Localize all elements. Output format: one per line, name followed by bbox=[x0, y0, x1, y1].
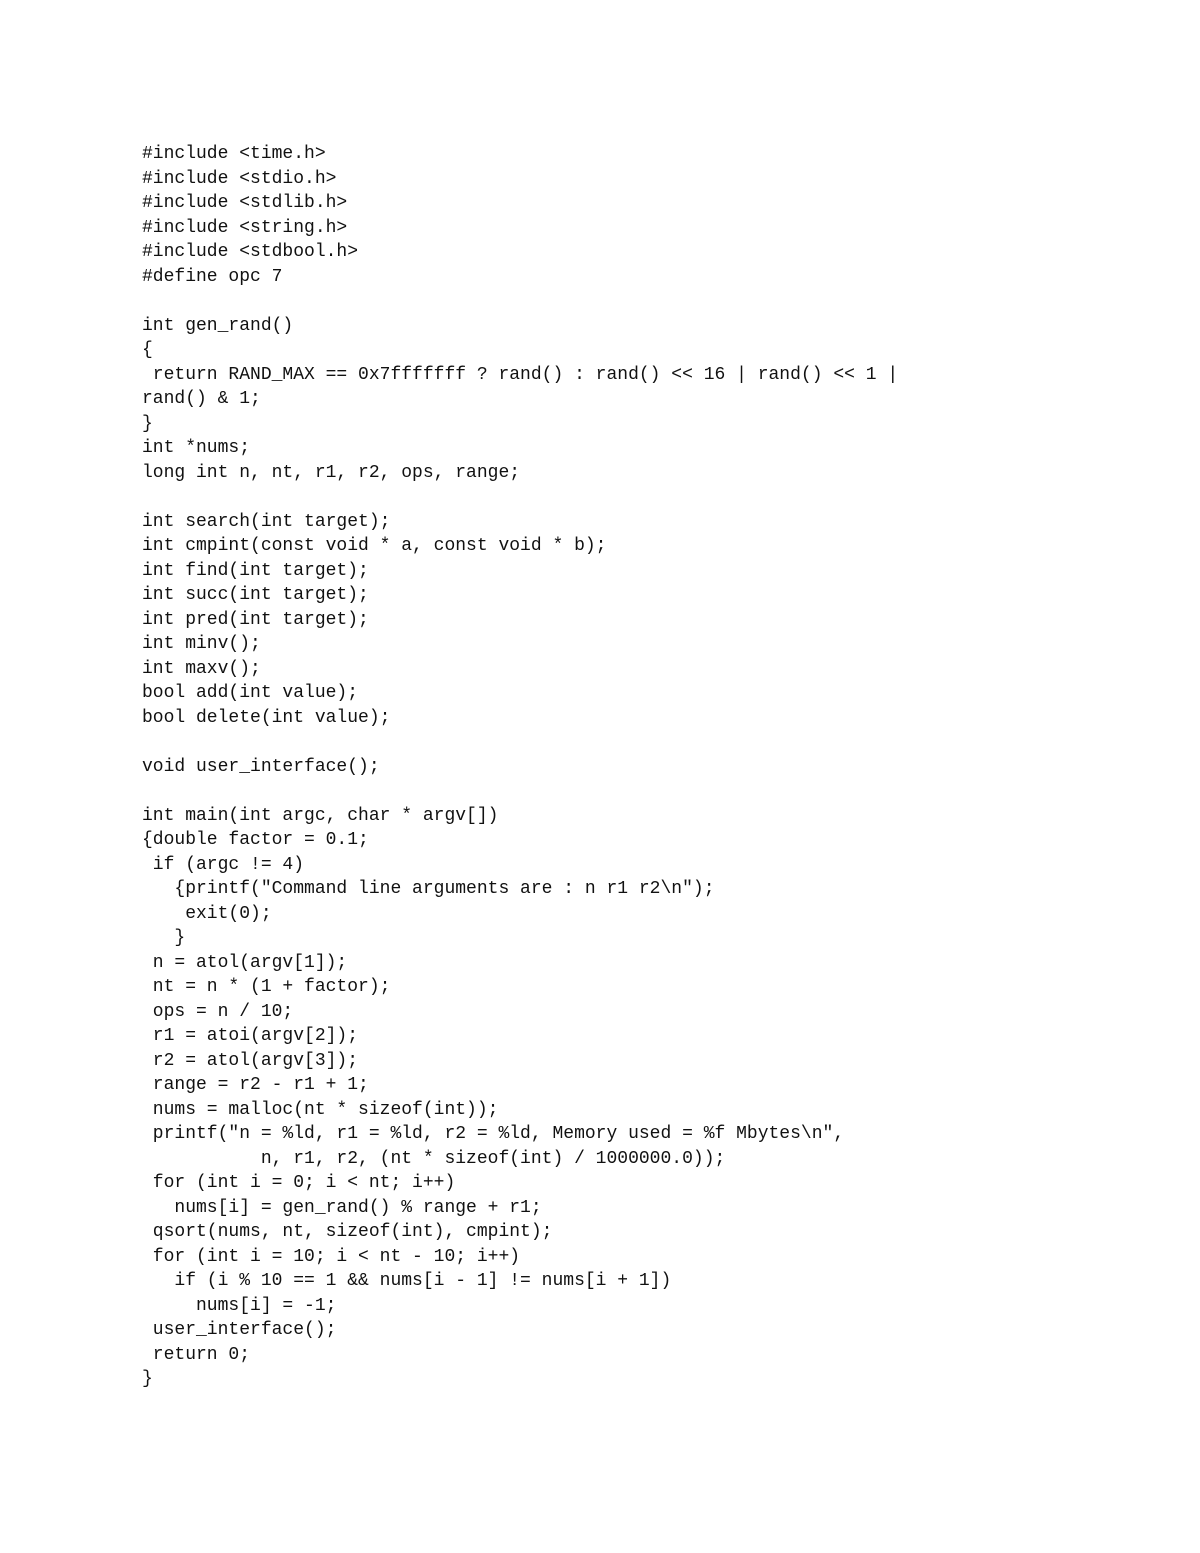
code-line: int cmpint(const void * a, const void * b); bbox=[142, 536, 607, 556]
code-line: n, r1, r2, (nt * sizeof(int) / 1000000.0)); bbox=[142, 1148, 726, 1169]
code-line: int find(int target); bbox=[142, 560, 369, 581]
source-code-block bbox=[142, 142, 898, 1392]
code-line: {printf("Command line arguments are : n r1 r2\n"); bbox=[142, 879, 715, 899]
code-line: r2 = atol(argv[3]); bbox=[142, 1050, 359, 1071]
code-line: if (argc != 4) bbox=[142, 854, 305, 875]
code-line: int minv(); bbox=[142, 634, 261, 654]
code-line: #include <string.h> bbox=[142, 217, 348, 238]
code-line: bool delete(int value); bbox=[142, 707, 391, 728]
code-line: if (i % 10 == 1 && nums[i - 1] != nums[i + 1]) bbox=[142, 1271, 672, 1291]
code-line bbox=[142, 289, 898, 314]
code-line: int search(int target); bbox=[142, 511, 391, 532]
code-line: return 0; bbox=[142, 1344, 251, 1365]
code-line: ops = n / 10; bbox=[142, 1001, 294, 1022]
code-line: for (int i = 10; i < nt - 10; i++) bbox=[142, 1246, 521, 1267]
code-line: int gen_rand() bbox=[142, 315, 294, 336]
code-line bbox=[142, 779, 898, 804]
code-line: for (int i = 0; i < nt; i++) bbox=[142, 1173, 456, 1193]
code-line: } bbox=[142, 1369, 153, 1389]
code-line: nt = n * (1 + factor); bbox=[142, 977, 391, 997]
code-line: nums = malloc(nt * sizeof(int)); bbox=[142, 1099, 499, 1120]
code-line: } bbox=[142, 928, 186, 948]
code-line: nums[i] = gen_rand() % range + r1; bbox=[142, 1197, 542, 1218]
code-line: bool add(int value); bbox=[142, 683, 359, 703]
code-line: qsort(nums, nt, sizeof(int), cmpint); bbox=[142, 1222, 553, 1242]
code-line: int *nums; bbox=[142, 438, 251, 458]
code-line: void user_interface(); bbox=[142, 756, 380, 777]
code-line: int succ(int target); bbox=[142, 585, 369, 605]
code-line: long int n, nt, r1, r2, ops, range; bbox=[142, 462, 521, 483]
code-line: int main(int argc, char * argv[]) bbox=[142, 805, 499, 826]
code-line: rand() & 1; bbox=[142, 389, 261, 409]
code-line: #include <time.h> bbox=[142, 144, 326, 164]
code-line: #include <stdio.h> bbox=[142, 168, 337, 189]
code-line: nums[i] = -1; bbox=[142, 1295, 337, 1316]
code-line: exit(0); bbox=[142, 903, 272, 924]
code-line: r1 = atoi(argv[2]); bbox=[142, 1026, 359, 1046]
code-line: range = r2 - r1 + 1; bbox=[142, 1075, 369, 1095]
code-line: user_interface(); bbox=[142, 1320, 337, 1340]
code-line: int pred(int target); bbox=[142, 609, 369, 630]
code-line: printf("n = %ld, r1 = %ld, r2 = %ld, Memory used = %f Mbytes\n", bbox=[142, 1124, 845, 1144]
code-line: #include <stdlib.h> bbox=[142, 193, 348, 213]
code-line: int maxv(); bbox=[142, 658, 261, 679]
code-line bbox=[142, 485, 898, 510]
code-line: return RAND_MAX == 0x7fffffff ? rand() : rand() << 16 | rand() << 1 | bbox=[142, 364, 899, 385]
code-line: { bbox=[142, 340, 153, 360]
code-line: #include <stdbool.h> bbox=[142, 242, 359, 262]
code-line: } bbox=[142, 413, 153, 434]
code-line: #define opc 7 bbox=[142, 266, 283, 287]
code-line: n = atol(argv[1]); bbox=[142, 952, 348, 973]
code-line bbox=[142, 730, 898, 755]
code-line: {double factor = 0.1; bbox=[142, 830, 369, 850]
